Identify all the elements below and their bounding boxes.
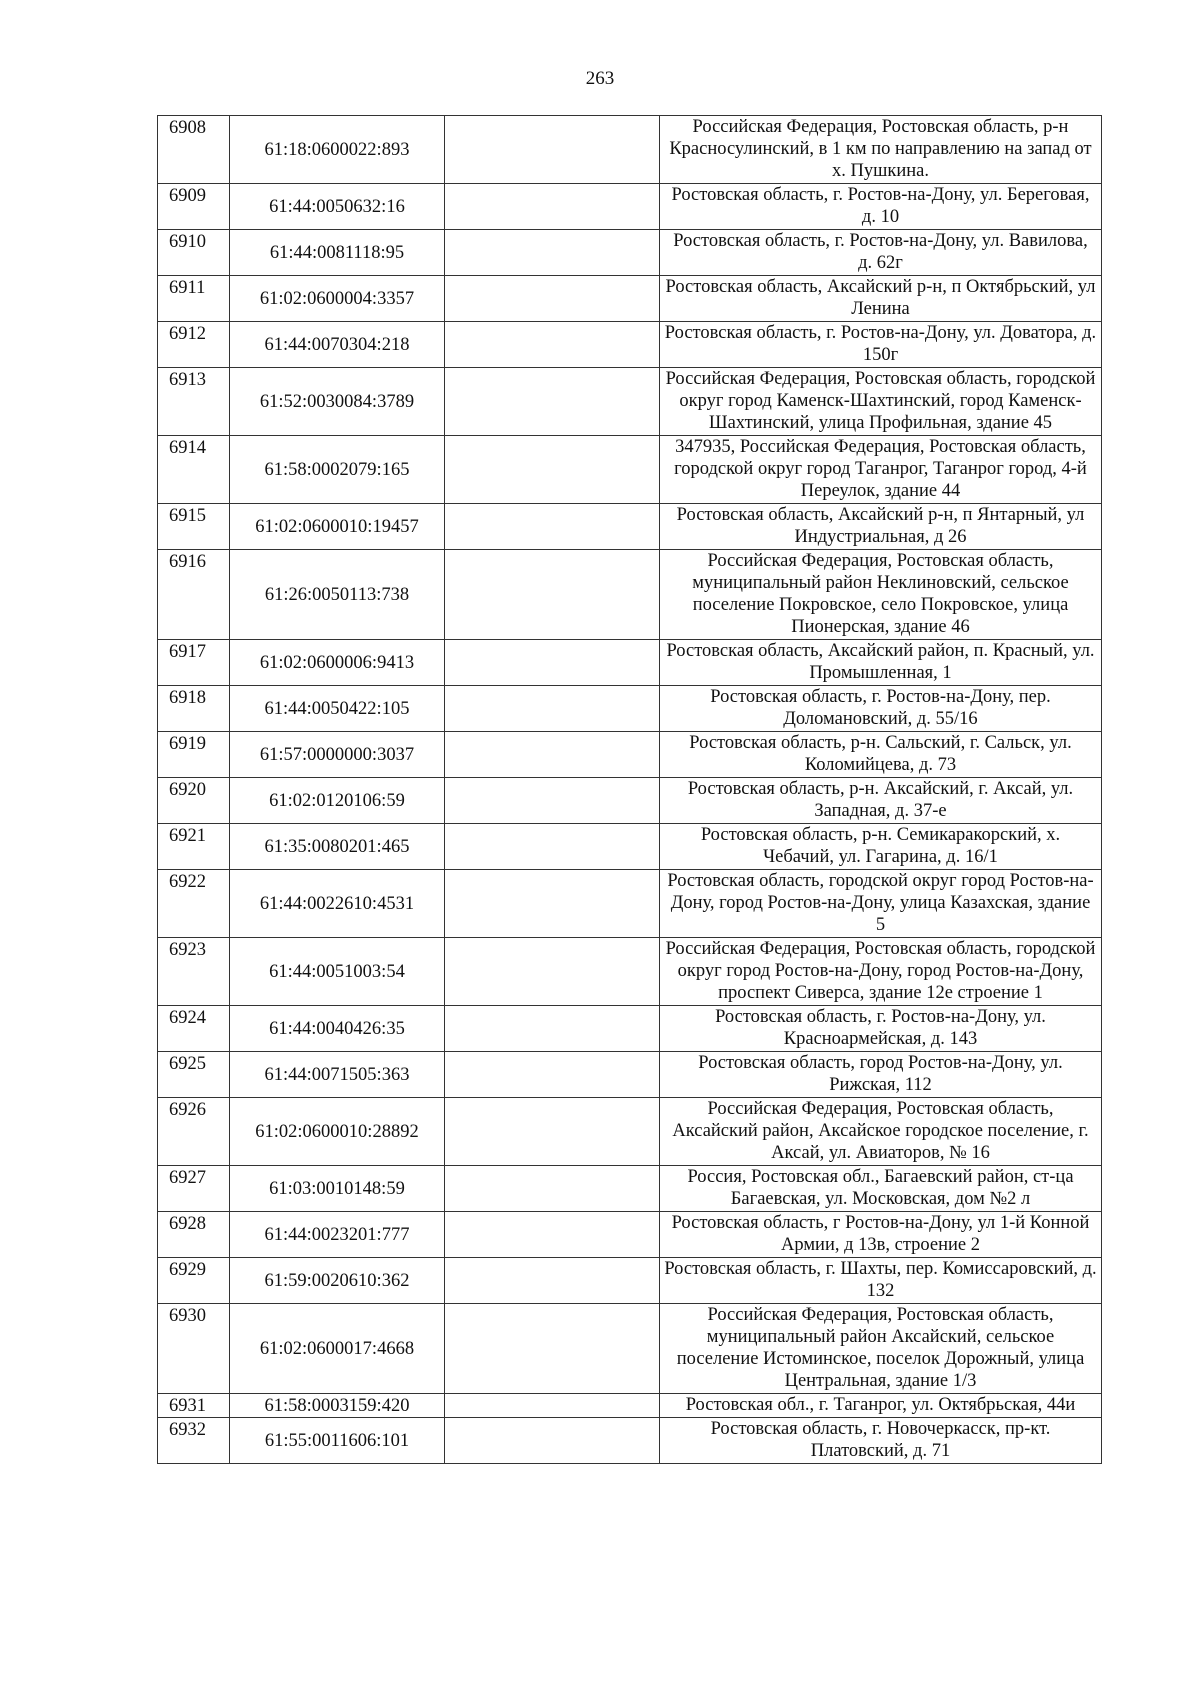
cadastral-number-cell: 61:57:0000000:3037 (230, 732, 445, 778)
address-cell: Ростовская область, Аксайский р-н, п Янтарный, ул Индустриальная, д 26 (660, 504, 1102, 550)
table-row (158, 1418, 1102, 1464)
empty-cell (445, 276, 660, 322)
table-row (158, 230, 1102, 276)
cadastral-number-cell: 61:55:0011606:101 (230, 1418, 445, 1464)
empty-cell (445, 368, 660, 436)
cadastral-number-cell: 61:02:0600004:3357 (230, 276, 445, 322)
row-number-cell: 6929 (158, 1258, 230, 1304)
empty-cell (445, 732, 660, 778)
cadastral-number-cell: 61:44:0051003:54 (230, 938, 445, 1006)
address-cell: Российская Федерация, Ростовская область, городской округ город Ростов-на-Дону, город Ростов-на-Дону, проспект Сиверса, здание 12е строение 1 (660, 938, 1102, 1006)
registry-table (157, 115, 1102, 1464)
empty-cell (445, 184, 660, 230)
row-number-cell: 6926 (158, 1098, 230, 1166)
table-row (158, 368, 1102, 436)
address-cell: Ростовская область, Аксайский район, п. Красный, ул. Промышленная, 1 (660, 640, 1102, 686)
address-cell: Ростовская область, г. Ростов-на-Дону, ул. Красноармейская, д. 143 (660, 1006, 1102, 1052)
table-row (158, 640, 1102, 686)
empty-cell (445, 640, 660, 686)
table-row (158, 436, 1102, 504)
table-row (158, 938, 1102, 1006)
cadastral-number-cell: 61:02:0120106:59 (230, 778, 445, 824)
empty-cell (445, 1394, 660, 1418)
address-cell: Ростовская область, р-н. Сальский, г. Сальск, ул. Коломийцева, д. 73 (660, 732, 1102, 778)
table-row (158, 1006, 1102, 1052)
address-cell: Ростовская область, городской округ город Ростов-на-Дону, город Ростов-на-Дону, улица Казахская, здание 5 (660, 870, 1102, 938)
row-number-cell: 6930 (158, 1304, 230, 1394)
address-cell: Ростовская область, г. Ростов-на-Дону, ул. Береговая, д. 10 (660, 184, 1102, 230)
table-row (158, 1098, 1102, 1166)
row-number-cell: 6913 (158, 368, 230, 436)
row-number-cell: 6923 (158, 938, 230, 1006)
table-row (158, 1166, 1102, 1212)
cadastral-number-cell: 61:59:0020610:362 (230, 1258, 445, 1304)
table-row (158, 550, 1102, 640)
cadastral-number-cell: 61:44:0050422:105 (230, 686, 445, 732)
table-row (158, 686, 1102, 732)
row-number-cell: 6908 (158, 116, 230, 184)
table-row (158, 276, 1102, 322)
address-cell: Ростовская область, р-н. Аксайский, г. Аксай, ул. Западная, д. 37-е (660, 778, 1102, 824)
address-cell: Россия, Ростовская обл., Багаевский район, ст-ца Багаевская, ул. Московская, дом №2 л (660, 1166, 1102, 1212)
table-row (158, 732, 1102, 778)
cadastral-number-cell: 61:02:0600010:28892 (230, 1098, 445, 1166)
table-row (158, 778, 1102, 824)
address-cell: Ростовская область, г. Ростов-на-Дону, пер. Доломановский, д. 55/16 (660, 686, 1102, 732)
address-cell: Ростовская область, г. Ростов-на-Дону, ул. Вавилова, д. 62г (660, 230, 1102, 276)
empty-cell (445, 230, 660, 276)
empty-cell (445, 1166, 660, 1212)
address-cell: Ростовская область, р-н. Семикаракорский, х. Чебачий, ул. Гагарина, д. 16/1 (660, 824, 1102, 870)
address-cell: Ростовская область, город Ростов-на-Дону, ул. Рижская, 112 (660, 1052, 1102, 1098)
address-cell: 347935, Российская Федерация, Ростовская область, городской округ город Таганрог, Таганрог город, 4-й Переулок, здание 44 (660, 436, 1102, 504)
table-row (158, 184, 1102, 230)
empty-cell (445, 1006, 660, 1052)
table-row (158, 1052, 1102, 1098)
table-row (158, 116, 1102, 184)
empty-cell (445, 1098, 660, 1166)
address-cell: Ростовская обл., г. Таганрог, ул. Октябрьская, 44и (660, 1394, 1102, 1418)
cadastral-number-cell: 61:58:0002079:165 (230, 436, 445, 504)
cadastral-number-cell: 61:18:0600022:893 (230, 116, 445, 184)
row-number-cell: 6909 (158, 184, 230, 230)
cadastral-number-cell: 61:44:0071505:363 (230, 1052, 445, 1098)
row-number-cell: 6925 (158, 1052, 230, 1098)
empty-cell (445, 938, 660, 1006)
empty-cell (445, 1258, 660, 1304)
address-cell: Российская Федерация, Ростовская область, муниципальный район Аксайский, сельское поселение Истоминское, поселок Дорожный, улица Центральная, здание 1/3 (660, 1304, 1102, 1394)
cadastral-number-cell: 61:02:0600010:19457 (230, 504, 445, 550)
empty-cell (445, 824, 660, 870)
empty-cell (445, 322, 660, 368)
cadastral-number-cell: 61:58:0003159:420 (230, 1394, 445, 1418)
cadastral-number-cell: 61:02:0600017:4668 (230, 1304, 445, 1394)
row-number-cell: 6916 (158, 550, 230, 640)
address-cell: Ростовская область, г Ростов-на-Дону, ул 1-й Конной Армии, д 13в, строение 2 (660, 1212, 1102, 1258)
table-row (158, 504, 1102, 550)
empty-cell (445, 550, 660, 640)
row-number-cell: 6927 (158, 1166, 230, 1212)
row-number-cell: 6910 (158, 230, 230, 276)
cadastral-number-cell: 61:03:0010148:59 (230, 1166, 445, 1212)
row-number-cell: 6911 (158, 276, 230, 322)
cadastral-number-cell: 61:44:0022610:4531 (230, 870, 445, 938)
empty-cell (445, 436, 660, 504)
table-row (158, 1212, 1102, 1258)
cadastral-number-cell: 61:44:0023201:777 (230, 1212, 445, 1258)
address-cell: Ростовская область, г. Ростов-на-Дону, ул. Доватора, д. 150г (660, 322, 1102, 368)
cadastral-number-cell: 61:52:0030084:3789 (230, 368, 445, 436)
row-number-cell: 6920 (158, 778, 230, 824)
row-number-cell: 6931 (158, 1394, 230, 1418)
table-row (158, 1394, 1102, 1418)
empty-cell (445, 504, 660, 550)
address-cell: Российская Федерация, Ростовская область, Аксайский район, Аксайское городское поселение, г. Аксай, ул. Авиаторов, № 16 (660, 1098, 1102, 1166)
table-row (158, 1304, 1102, 1394)
cadastral-number-cell: 61:26:0050113:738 (230, 550, 445, 640)
row-number-cell: 6918 (158, 686, 230, 732)
table-row (158, 1258, 1102, 1304)
table-row (158, 322, 1102, 368)
address-cell: Ростовская область, г. Шахты, пер. Комиссаровский, д. 132 (660, 1258, 1102, 1304)
empty-cell (445, 778, 660, 824)
row-number-cell: 6912 (158, 322, 230, 368)
cadastral-number-cell: 61:44:0070304:218 (230, 322, 445, 368)
empty-cell (445, 1212, 660, 1258)
empty-cell (445, 1418, 660, 1464)
cadastral-number-cell: 61:02:0600006:9413 (230, 640, 445, 686)
row-number-cell: 6922 (158, 870, 230, 938)
address-cell: Российская Федерация, Ростовская область, городской округ город Каменск-Шахтинский, город Каменск-Шахтинский, улица Профильная, здание 45 (660, 368, 1102, 436)
row-number-cell: 6914 (158, 436, 230, 504)
empty-cell (445, 116, 660, 184)
empty-cell (445, 1304, 660, 1394)
row-number-cell: 6932 (158, 1418, 230, 1464)
row-number-cell: 6915 (158, 504, 230, 550)
row-number-cell: 6924 (158, 1006, 230, 1052)
row-number-cell: 6921 (158, 824, 230, 870)
table-row (158, 870, 1102, 938)
cadastral-number-cell: 61:44:0081118:95 (230, 230, 445, 276)
row-number-cell: 6928 (158, 1212, 230, 1258)
cadastral-number-cell: 61:44:0040426:35 (230, 1006, 445, 1052)
cadastral-number-cell: 61:44:0050632:16 (230, 184, 445, 230)
table-row (158, 824, 1102, 870)
page-number: 263 (585, 68, 615, 89)
address-cell: Ростовская область, Аксайский р-н, п Октябрьский, ул Ленина (660, 276, 1102, 322)
cadastral-number-cell: 61:35:0080201:465 (230, 824, 445, 870)
row-number-cell: 6919 (158, 732, 230, 778)
registry-table-body (158, 116, 1102, 1464)
empty-cell (445, 1052, 660, 1098)
address-cell: Российская Федерация, Ростовская область, муниципальный район Неклиновский, сельское поселение Покровское, село Покровское, улица Пионерская, здание 46 (660, 550, 1102, 640)
empty-cell (445, 686, 660, 732)
row-number-cell: 6917 (158, 640, 230, 686)
empty-cell (445, 870, 660, 938)
address-cell: Российская Федерация, Ростовская область, р-н Красносулинский, в 1 км по направлению на запад от х. Пушкина. (660, 116, 1102, 184)
address-cell: Ростовская область, г. Новочеркасск, пр-кт. Платовский, д. 71 (660, 1418, 1102, 1464)
